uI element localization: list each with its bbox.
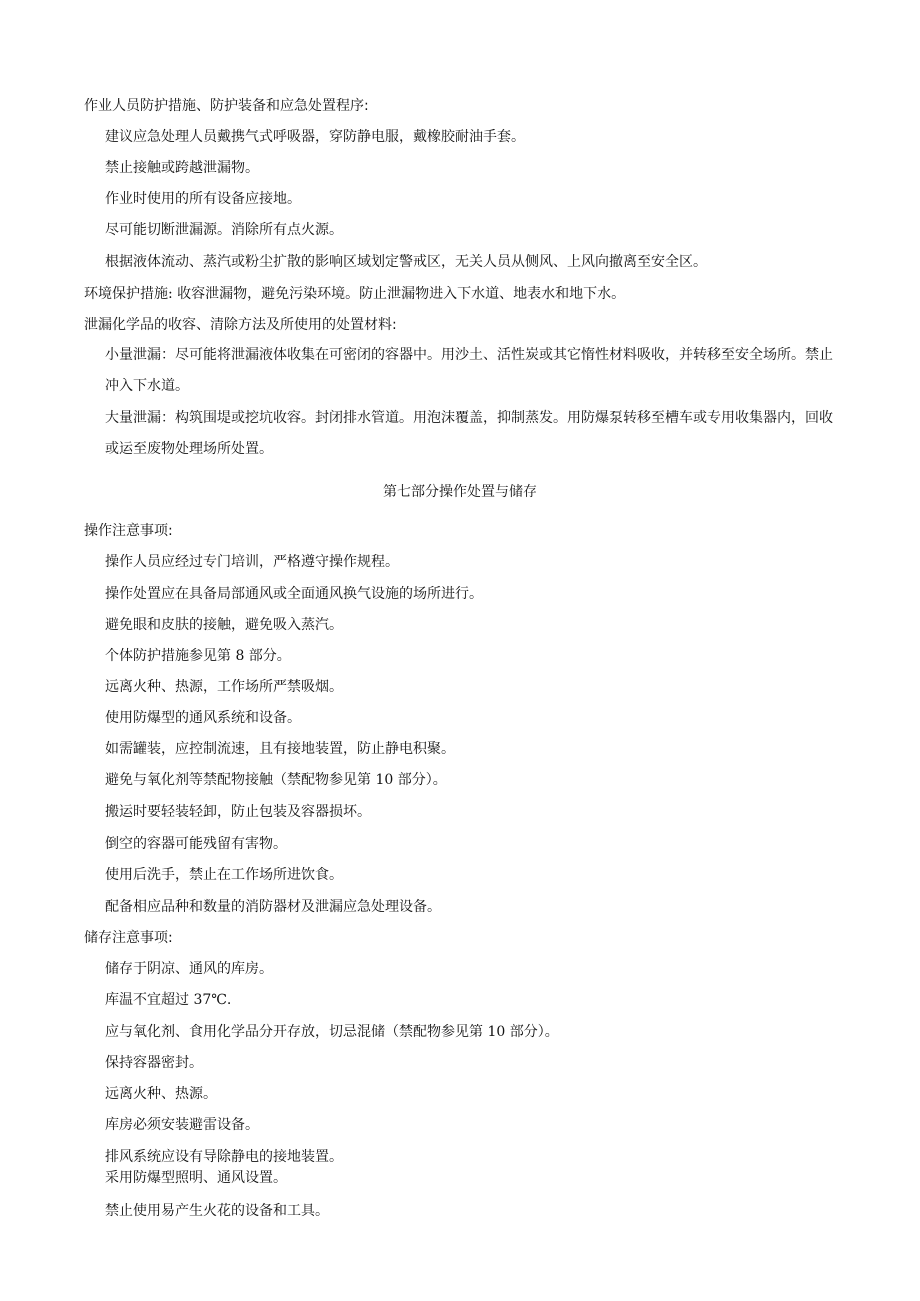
handling-item: 配备相应品种和数量的消防器材及泄漏应急处理设备。 <box>105 899 441 915</box>
storage-item: 库温不宜超过 37℃. <box>105 992 232 1008</box>
protect-heading: 作业人员防护措施、防护装备和应急处置程序: <box>84 98 369 114</box>
section-title: 第七部分操作处置与储存 <box>383 484 537 500</box>
env-protection <box>84 284 625 304</box>
handling-item: 倒空的容器可能残留有害物。 <box>105 836 287 852</box>
protect-item: 作业时使用的所有设备应接地。 <box>105 191 301 207</box>
storage-item: 应与氧化剂、食用化学品分开存放，切忌混储（禁配物参见第 10 部分）。 <box>105 1024 559 1040</box>
handling-item: 使用后洗手，禁止在工作场所进饮食。 <box>105 867 343 883</box>
storage-item: 采用防爆型照明、通风设置。 <box>105 1170 287 1186</box>
storage-item: 禁止使用易产生火花的设备和工具。 <box>105 1203 329 1219</box>
env-protection-text: : 收容泄漏物，避免污染环境。防止泄漏物进入下水道、地表水和地下水。 <box>168 286 626 302</box>
storage-heading: 储存注意事项: <box>84 930 173 946</box>
handling-item: 避免眼和皮肤的接触，避免吸入蒸汽。 <box>105 617 343 633</box>
protect-item: 尽可能切断泄漏源。消除所有点火源。 <box>105 222 343 238</box>
handling-item: 避免与氧化剂等禁配物接触（禁配物参见第 10 部分）。 <box>105 772 447 788</box>
handling-item: 操作处置应在具备局部通风或全面通风换气设施的场所进行。 <box>105 586 483 602</box>
protect-item: 禁止接触或跨越泄漏物。 <box>105 160 259 176</box>
storage-item: 库房必须安装避雷设备。 <box>105 1117 259 1133</box>
handling-item: 使用防爆型的通风系统和设备。 <box>105 710 301 726</box>
handling-item: 个体防护措施参见第 8 部分。 <box>105 648 291 664</box>
storage-item: 排风系统应设有导除静电的接地装置。 <box>105 1149 343 1165</box>
storage-item: 储存于阴凉、通风的库房。 <box>105 961 273 977</box>
handling-item: 如需罐装，应控制流速，且有接地装置，防止静电积聚。 <box>105 741 455 757</box>
env-protection-label: 环境保护措施 <box>84 286 168 302</box>
storage-item: 远离火种、热源。 <box>105 1086 217 1102</box>
small-spill-paragraph: 小量泄漏：尽可能将泄漏液体收集在可密闭的容器中。用沙土、活性炭或其它惰性材料吸收，并转移至安全场所。禁止冲入下水道。 <box>105 347 833 394</box>
storage-item: 保持容器密封。 <box>105 1055 203 1071</box>
handling-heading: 操作注意事项: <box>84 523 173 539</box>
protect-item: 根据液体流动、蒸汽或粉尘扩散的影响区域划定警戒区，无关人员从侧风、上风向撤离至安全区。 <box>105 254 707 270</box>
large-spill-paragraph: 大量泄漏：构筑围堤或挖坑收容。封闭排水管道。用泡沫覆盖，抑制蒸发。用防爆泵转移至槽车或专用收集器内，回收或运至废物处理场所处置。 <box>105 410 833 457</box>
handling-item: 搬运时要轻装轻卸，防止包装及容器损坏。 <box>105 804 371 820</box>
handling-item: 远离火种、热源，工作场所严禁吸烟。 <box>105 679 343 695</box>
cleanup-heading: 泄漏化学品的收容、清除方法及所使用的处置材料: <box>84 317 397 333</box>
protect-item: 建议应急处理人员戴携气式呼吸器，穿防静电服，戴橡胶耐油手套。 <box>105 129 525 145</box>
handling-item: 操作人员应经过专门培训，严格遵守操作规程。 <box>105 554 399 570</box>
